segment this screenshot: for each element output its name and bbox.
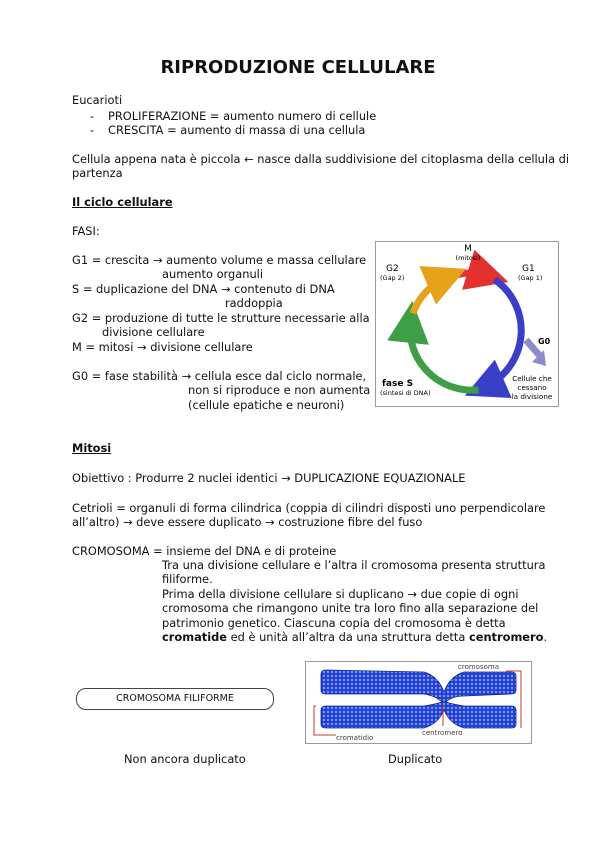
g2-label: G2 [386,264,399,274]
list-item: PROLIFERAZIONE = aumento numero di cellule [108,109,377,123]
phase-s-cont: raddoppia [225,296,283,310]
cromosoma-line: patrimonio genetico. Ciascuna copia del cromosoma è detta [162,616,506,630]
cromosoma-filiforme-badge: CROMOSOMA FILIFORME [76,688,274,710]
obiettivo-line: Obiettivo : Produrre 2 nuclei identici → DUPLICAZIONE EQUAZIONALE [72,471,466,485]
caption-right: Duplicato [388,752,443,766]
cromosoma-line: Prima della divisione cellulare si duplicano → due copie di ogni [162,587,519,601]
phase-g1-cont: aumento organuli [162,267,264,281]
cetrioli-line: Cetrioli = organuli di forma cilindrica (coppia di cilindri disposti uno perpendicolare [72,501,546,515]
cromosoma-line: cromosoma che rimangono unite tra loro fino alla separazione del [162,601,539,615]
fasi-label: FASI: [72,224,100,238]
cellula-line: partenza [72,166,123,180]
page-title: RIPRODUZIONE CELLULARE [160,57,436,78]
cellula-line: Cellula appena nata è piccola ← nasce dalla suddivisione del citoplasma della cellula di [72,152,570,166]
g1-sublabel: (Gap 1) [518,274,543,282]
mitosi-heading: Mitosi [72,441,112,455]
exit-label-2: cessano [517,383,547,392]
g2-sublabel: (Gap 2) [380,274,405,282]
s-label: fase S [382,379,414,389]
cromosoma-label: cromosoma [458,663,499,671]
g0-label: G0 [538,337,551,346]
g1-label: G1 [522,264,535,274]
phase-g1: G1 = crescita → aumento volume e massa cellulare [72,253,367,267]
centromero-term: centromero [468,630,544,644]
cromosoma-line: CROMOSOMA = insieme del DNA e di proteine [72,544,337,558]
arc-s [410,322,479,390]
exit-label-1: Cellule che [512,374,552,383]
centromero-label: centromero [422,729,463,737]
ciclo-heading: Il ciclo cellulare [72,195,173,209]
m-label: M [464,244,472,254]
arc-g2 [413,277,447,313]
phase-g0-note: (cellule epatiche e neuroni) [188,398,345,412]
list-item: CRESCITA = aumento di massa di una cellula [108,123,366,137]
cell-cycle-svg [376,242,558,406]
chromatid-lower [321,702,516,728]
cromosoma-text: ed è unità all’altra da una struttura detta [226,630,469,644]
phase-m: M = mitosi → divisione cellulare [72,340,253,354]
cetrioli-line: all’altro) → deve essere duplicato → costruzione fibre del fuso [72,515,423,529]
chromatid-upper [321,670,516,702]
s-sublabel: (sintesi di DNA) [380,389,431,397]
arc-g1 [484,280,521,388]
cromatide-term: cromatide [162,630,227,644]
cromatidio-label: cromatidio [336,734,374,742]
caption-left: Non ancora duplicato [124,752,246,766]
phase-g0: G0 = fase stabilità → cellula esce dal ciclo normale, [72,369,367,383]
m-sublabel: (mitosi) [455,254,481,262]
bullet-dash: - [90,123,95,137]
chromosome-svg [306,662,531,743]
phase-g0-cont: non si riproduce e non aumenta [188,383,371,397]
phase-s: S = duplicazione del DNA → contenuto di DNA [72,282,335,296]
exit-label-3: la divisione [511,392,553,401]
arc-m [454,273,488,276]
chromosome-diagram [305,661,532,744]
phase-g2-cont: divisione cellulare [102,325,205,339]
cromosoma-text: . [543,630,548,644]
cromosoma-line [162,630,547,644]
eucarioti-heading: Eucarioti [72,93,123,107]
cromosoma-line: filiforme. [162,572,213,586]
cell-cycle-diagram [375,241,559,407]
phase-g2: G2 = produzione di tutte le strutture necessarie alla [72,311,370,325]
cromosoma-line: Tra una divisione cellulare e l’altra il cromosoma presenta struttura [162,558,546,572]
bullet-dash: - [90,109,95,123]
